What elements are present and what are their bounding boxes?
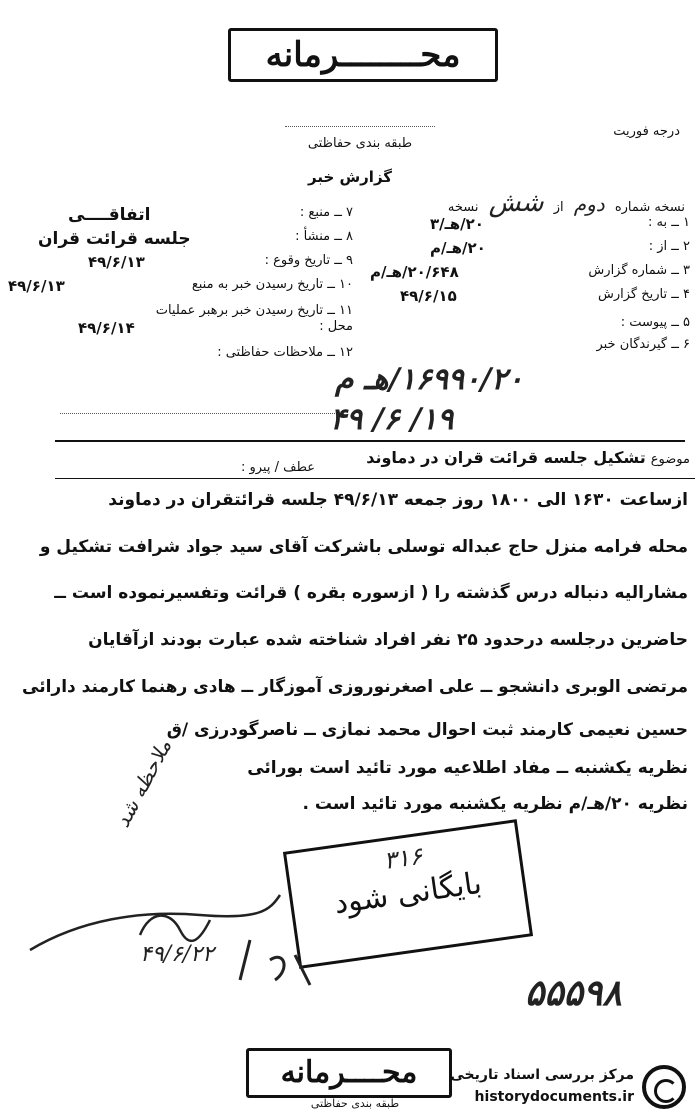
archive-stamp (283, 819, 533, 969)
field-source-value: اتفاقــــی (68, 205, 151, 225)
subject-value: تشکیل جلسه قرائت قران در دماوند (366, 448, 646, 467)
field-row (8, 319, 353, 341)
field-row (8, 253, 353, 277)
handwritten-mark (230, 930, 320, 990)
field-event-date-value: ۴۹/۶/۱۳ (88, 253, 145, 271)
field-row (360, 263, 690, 287)
left-fields-column (360, 215, 690, 355)
field-row (360, 239, 690, 263)
classification-label: طبقه بندی حفاظتی (307, 136, 413, 151)
bottom-stamp-text: محــــرمانه (280, 1055, 418, 1090)
field-row (8, 341, 353, 363)
bottom-classification-label: طبقه بندی حفاظتی (310, 1097, 400, 1110)
field-origin-label: ۸ ــ منشأ : (295, 229, 353, 244)
field-row (360, 333, 690, 355)
field-row (360, 215, 690, 239)
field-source-received-label: ۱۰ ــ تاریخ رسیدن خبر به منبع (191, 277, 353, 292)
divider-line (55, 440, 685, 442)
body-line-5: مرتضی الوبری دانشجو ــ علی اصغرنوروزی آموزگار ــ هادی رهنما کارمند دارائی (22, 677, 688, 697)
field-row (360, 311, 690, 333)
field-row (360, 287, 690, 311)
urgency-label: درجه فوریت (613, 124, 680, 139)
top-classification-stamp (228, 28, 498, 82)
field-to-label: ۱ ــ به : (648, 215, 690, 230)
top-stamp-text: محــــــــرمانه (265, 35, 461, 75)
watermark-text-2: historydocuments.ir (474, 1089, 634, 1105)
copy-from-label: از (553, 200, 564, 215)
dotted-line (60, 413, 335, 414)
field-event-date-label: ۹ ــ تاریخ وقوع : (264, 253, 353, 268)
field-to-value: ۲۰/هـ/۳ (430, 215, 484, 233)
body-line-2: محله فرامه منزل حاج عبداله توسلی باشرکت آقای سید جواد شرافت تشکیل و (39, 537, 688, 557)
body-line-7: نظریه یکشنبه ــ مفاد اطلاعیه مورد تائید است بورائی (247, 758, 688, 778)
handwritten-ref-date: ۱۹/ ۶/ ۴۹ (330, 402, 454, 437)
field-row (8, 229, 353, 253)
field-report-number-value: ۲۰/۶۴۸/هـ/م (370, 263, 459, 281)
body-line-8: نظریه ۲۰/هـ/م نظریه یکشنبه مورد تائید است . (302, 794, 688, 814)
field-attachment-label: ۵ ــ پیوست : (620, 315, 690, 330)
archive-stamp-number: ۳۱۶ (381, 841, 425, 875)
classification-dotted-line (285, 126, 435, 127)
right-fields-column (8, 205, 353, 363)
field-row (8, 205, 353, 229)
field-place-label: محل : (319, 319, 353, 334)
copy-total-value: شش (488, 188, 544, 218)
archive-stamp-text: بایگانی شود (331, 865, 484, 922)
copy-number-value: دوم (573, 192, 605, 216)
field-report-date-value: ۴۹/۶/۱۵ (400, 287, 457, 305)
body-line-3: مشارالیه دنباله درس گذشته را ( ازسوره بقره ) قرائت وتفسیرنموده است ــ (54, 583, 688, 603)
handwritten-bottom-number: ۵۵۵۹۸ (525, 972, 622, 1014)
field-recipients-label: ۶ ــ گیرندگان خبر (596, 337, 690, 352)
field-source-received-value: ۴۹/۶/۱۳ (8, 277, 65, 295)
field-report-date-label: ۴ ــ تاریخ گزارش (598, 287, 690, 302)
field-from-value: ۲۰/هـ/م (430, 239, 486, 257)
watermark-logo-icon (642, 1065, 686, 1109)
field-place-value: ۴۹/۶/۱۴ (78, 319, 135, 337)
subject-label: موضوع (650, 452, 690, 467)
body-line-4: حاضرین درجلسه درحدود ۲۵ نفر افراد شناخته شده عبارت بودند ازآقایان (88, 630, 688, 650)
watermark (428, 1063, 694, 1113)
field-origin-value: جلسه قرائت قران (38, 229, 191, 249)
body-line-6: حسین نعیمی کارمند ثبت احوال محمد نمازی ــ ناصرگودرزی /ق (166, 720, 688, 740)
field-row (8, 277, 353, 299)
field-report-number-label: ۳ ــ شماره گزارش (588, 263, 690, 278)
body-line-1: ازساعت ۱۶۳۰ الی ۱۸۰۰ روز جمعه ۴۹/۶/۱۳ جلسه قرائتقران در دماوند (108, 490, 688, 510)
copy-number-row (400, 188, 685, 218)
field-security-notes-label: ۱۲ ــ ملاحظات حفاظتی : (217, 345, 353, 360)
field-ops-received-label: ۱۱ ــ تاریخ رسیدن خبر برهبر عملیات (155, 303, 353, 318)
handwritten-margin-note: ملاحظه شد (110, 735, 177, 832)
field-from-label: ۲ ــ از : (648, 239, 690, 254)
field-row (8, 299, 353, 319)
reference-label: عطف / پیرو : (240, 460, 315, 475)
watermark-text-1: مرکز بررسی اسناد تاریخی (450, 1067, 634, 1083)
report-title: گزارش خبر (307, 168, 393, 186)
subject-underline (55, 478, 695, 479)
bottom-classification-stamp (246, 1048, 452, 1098)
handwritten-date-note: ۴۹/۶/۲۲ (140, 942, 214, 967)
copy-number-label: نسخه شماره (614, 200, 685, 215)
field-source-label: ۷ ــ منبع : (299, 205, 353, 220)
handwritten-ref-number: ۱۶۹۹۰/۲۰/هـ م (335, 362, 524, 397)
copy-word: نسخه (447, 200, 479, 215)
